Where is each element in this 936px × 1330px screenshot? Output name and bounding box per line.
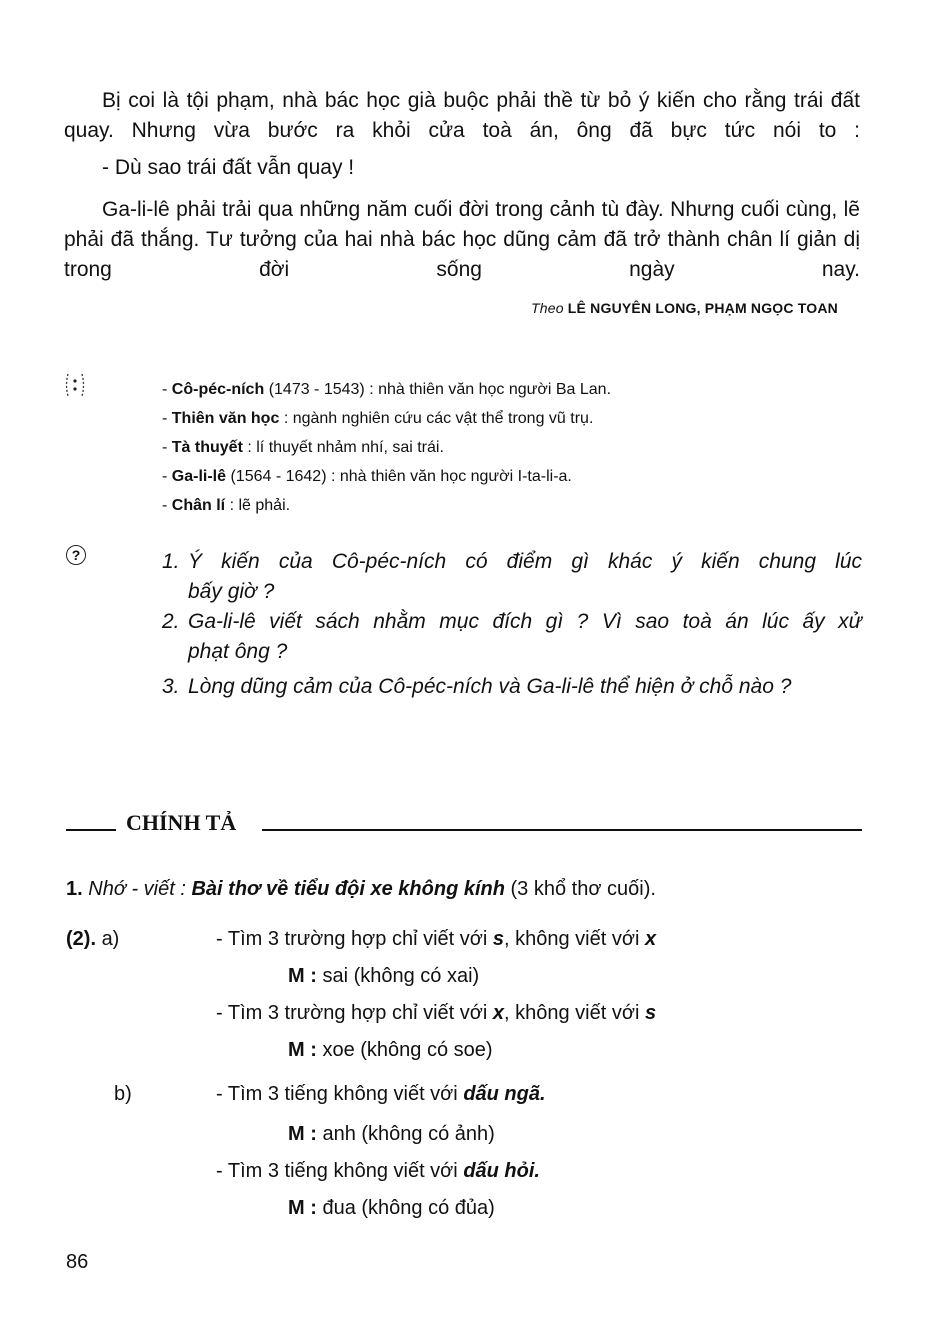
glossary-icon: [64, 372, 86, 398]
credit-authors: LÊ NGUYÊN LONG, PHẠM NGỌC TOAN: [567, 300, 838, 316]
section-title: CHÍNH TẢ: [126, 810, 237, 835]
exercise-2a-item-1: - Tìm 3 trường hợp chỉ viết với s, không viết với x: [216, 928, 657, 950]
exercise-2a-example-2: M : xoe (không có soe): [288, 1039, 493, 1061]
heading-rule-left: [66, 829, 116, 831]
exercise-2b-item-1: - Tìm 3 tiếng không viết với dấu ngã.: [216, 1083, 546, 1105]
dots-icon: [64, 372, 86, 398]
glossary-item: - Chân lí : lẽ phải.: [162, 497, 291, 514]
exercise-2-number: (2). a): [66, 928, 120, 950]
question-item: 2. Ga-li-lê viết sách nhằm mục đích gì ? Vì sao toà án lúc ấy xử phạt ông ?: [162, 610, 862, 663]
credit: [531, 300, 838, 316]
paragraph-3: Ga-li-lê phải trải qua những năm cuối đời trong cảnh tù đày. Nhưng cuối cùng, lẽ phải đã thắng. Tư tưởng của hai nhà bác học dũng cảm đã trở thành chân lí giản dị trong đời sống ngày nay.: [64, 198, 860, 281]
paragraph-2: - Dù sao trái đất vẫn quay !: [102, 156, 355, 179]
exercise-2a-example-1: M : sai (không có xai): [288, 965, 480, 987]
paragraph-1: Bị coi là tội phạm, nhà bác học già buộc phải thề từ bỏ ý kiến cho rằng trái đất quay. Nhưng vừa bước ra khỏi cửa toà án, ông đã bực tức nói to :: [64, 89, 860, 142]
glossary-item: - Ga-li-lê (1564 - 1642) : nhà thiên văn học người I-ta-li-a.: [162, 468, 572, 485]
exercise-2b-label: b): [114, 1083, 132, 1105]
exercise-2a-item-2: - Tìm 3 trường hợp chỉ viết với x, không viết với s: [216, 1002, 657, 1024]
question-item: 3. Lòng dũng cảm của Cô-péc-ních và Ga-li-lê thể hiện ở chỗ nào ?: [162, 675, 792, 698]
glossary-list: [162, 375, 862, 520]
question-item: 1. Ý kiến của Cô-péc-ních có điểm gì khác ý kiến chung lúc bấy giờ ?: [162, 550, 862, 603]
exercise-2b-example-1: M : anh (không có ảnh): [288, 1123, 495, 1145]
exercise-2b-item-2: - Tìm 3 tiếng không viết với dấu hỏi.: [216, 1160, 540, 1182]
exercise-1: 1. Nhớ - viết : Bài thơ về tiểu đội xe không kính (3 khổ thơ cuối).: [66, 878, 656, 900]
questions-list: [162, 547, 862, 702]
heading-rule-right: [262, 829, 862, 831]
exercise-2b-example-2: M : đua (không có đủa): [288, 1197, 495, 1219]
glossary-item: - Tà thuyết : lí thuyết nhảm nhí, sai trái.: [162, 439, 444, 456]
question-icon: ?: [66, 545, 86, 565]
glossary-item: - Thiên văn học : ngành nghiên cứu các vật thể trong vũ trụ.: [162, 410, 594, 427]
page-number: 86: [66, 1251, 89, 1273]
credit-prefix: Theo: [530, 300, 564, 316]
glossary-item: - Cô-péc-ních (1473 - 1543) : nhà thiên văn học người Ba Lan.: [162, 381, 612, 398]
